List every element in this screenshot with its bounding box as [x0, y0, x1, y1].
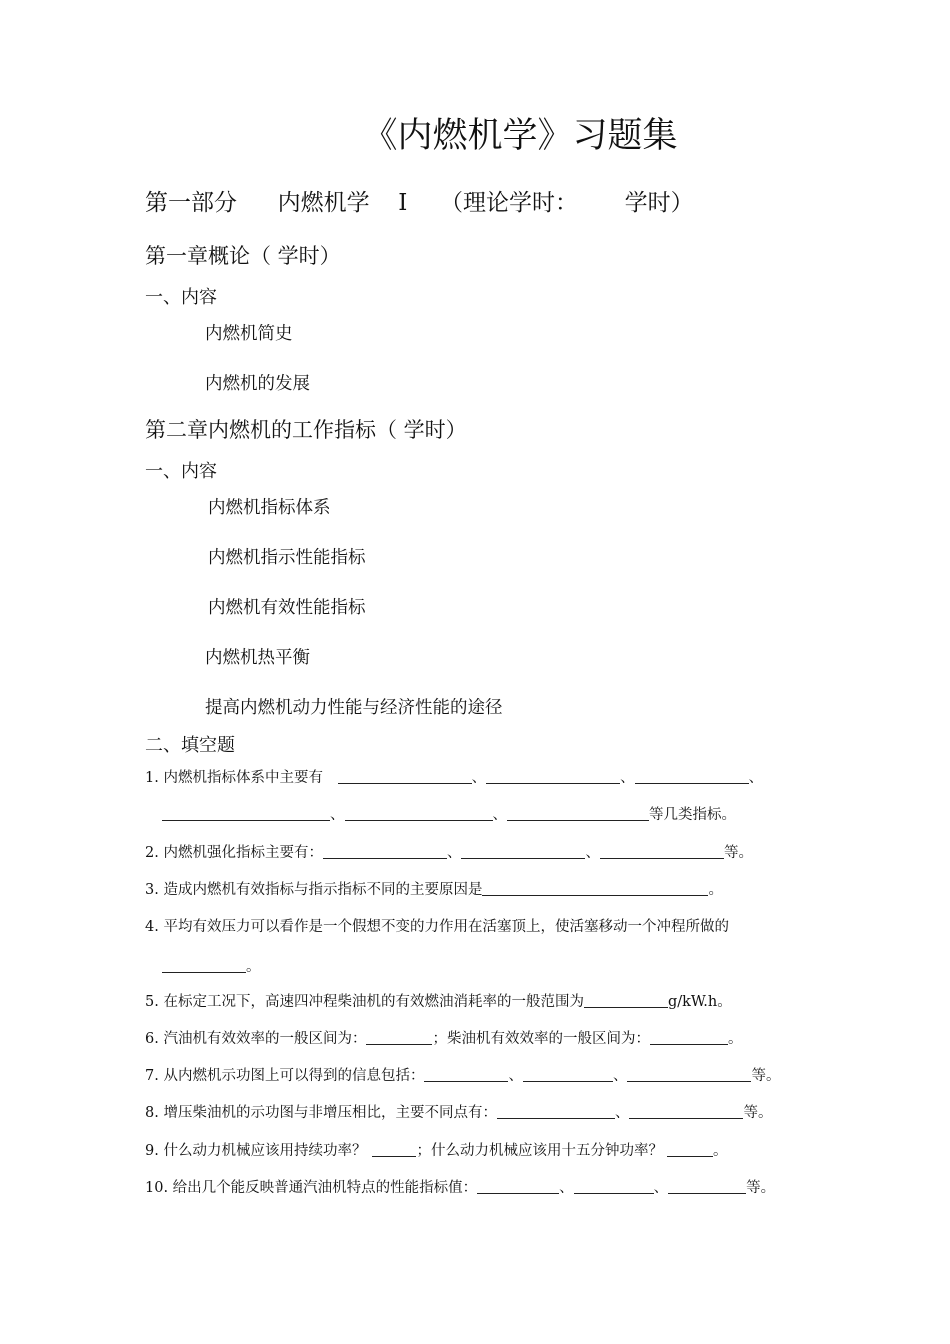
answer-blank[interactable]	[629, 1104, 743, 1119]
answer-blank[interactable]	[523, 1067, 613, 1082]
question-2: 2. 内燃机强化指标主要有： 、 、 等。	[145, 845, 753, 861]
answer-blank[interactable]	[477, 1179, 559, 1194]
answer-blank[interactable]	[600, 844, 724, 859]
answer-blank[interactable]	[584, 993, 668, 1008]
answer-blank[interactable]	[162, 958, 246, 973]
part-hours-open: （理论学时：	[439, 190, 578, 216]
chapter2-section-content: 一、内容	[145, 461, 217, 482]
question-1-line-2: 、 、 等几类指标。	[162, 803, 736, 824]
chapter2-item: 提高内燃机动力性能与经济性能的途径	[205, 698, 503, 718]
answer-blank[interactable]	[461, 844, 585, 859]
chapter1-section: 一、内容	[145, 287, 217, 308]
question-8: 8. 增压柴油机的示功图与非增压相比，主要不同点有： 、 等。	[145, 1105, 773, 1121]
question-4-line-1: 4. 平均有效压力可以看作是一个假想不变的力作用在活塞顶上，使活塞移动一个冲程所做的	[145, 919, 729, 935]
answer-blank[interactable]	[372, 1142, 416, 1157]
answer-blank[interactable]	[424, 1067, 508, 1082]
answer-blank[interactable]	[574, 1179, 654, 1194]
question-4-line-2: 。	[162, 955, 261, 976]
chapter1-item: 内燃机简史	[205, 324, 293, 344]
answer-blank[interactable]	[345, 806, 493, 821]
document-title: 《内燃机学》习题集	[362, 116, 678, 156]
question-9: 9. 什么动力机械应该用持续功率？ ；什么动力机械应该用十五分钟功率？ 。	[145, 1143, 728, 1159]
chapter2-item: 内燃机指示性能指标	[208, 548, 366, 568]
answer-blank[interactable]	[667, 1142, 713, 1157]
chapter2-item: 内燃机有效性能指标	[208, 598, 366, 618]
answer-blank[interactable]	[482, 881, 708, 896]
answer-blank[interactable]	[497, 1104, 615, 1119]
answer-blank[interactable]	[668, 1179, 746, 1194]
chapter2-section-fill: 二、填空题	[145, 735, 235, 756]
chapter2-item: 内燃机热平衡	[205, 648, 310, 668]
question-6: 6. 汽油机有效效率的一般区间为： ；柴油机有效效率的一般区间为： 。	[145, 1031, 743, 1047]
answer-blank[interactable]	[507, 806, 649, 821]
answer-blank[interactable]	[486, 769, 620, 784]
chapter2-item: 内燃机指标体系	[208, 498, 331, 518]
chapter2-title: 第二章内燃机的工作指标（ 学时）	[145, 418, 467, 442]
question-7: 7. 从内燃机示功图上可以得到的信息包括： 、 、 等。	[145, 1068, 781, 1084]
chapter1-item: 内燃机的发展	[205, 374, 310, 394]
chapter1-title: 第一章概论（ 学时）	[145, 244, 341, 268]
part-heading	[145, 184, 694, 217]
answer-blank[interactable]	[627, 1067, 751, 1082]
answer-blank[interactable]	[338, 769, 472, 784]
question-10: 10. 给出几个能反映普通汽油机特点的性能指标值： 、 、 等。	[145, 1180, 776, 1196]
answer-blank[interactable]	[366, 1030, 432, 1045]
part-name: 内燃机学	[277, 190, 370, 216]
part-hours-close: 学时）	[624, 190, 694, 216]
question-5: 5. 在标定工况下，高速四冲程柴油机的有效燃油消耗率的一般范围为 g/kW.h。	[145, 994, 732, 1010]
answer-blank[interactable]	[650, 1030, 728, 1045]
answer-blank[interactable]	[635, 769, 749, 784]
question-3: 3. 造成内燃机有效指标与指示指标不同的主要原因是 。	[145, 882, 723, 898]
question-1-line-1: 1. 内燃机指标体系中主要有 、 、 、	[145, 770, 764, 786]
part-numeral: Ⅰ	[398, 190, 408, 216]
answer-blank[interactable]	[323, 844, 447, 859]
answer-blank[interactable]	[162, 806, 330, 821]
part-label: 第一部分	[145, 190, 237, 216]
